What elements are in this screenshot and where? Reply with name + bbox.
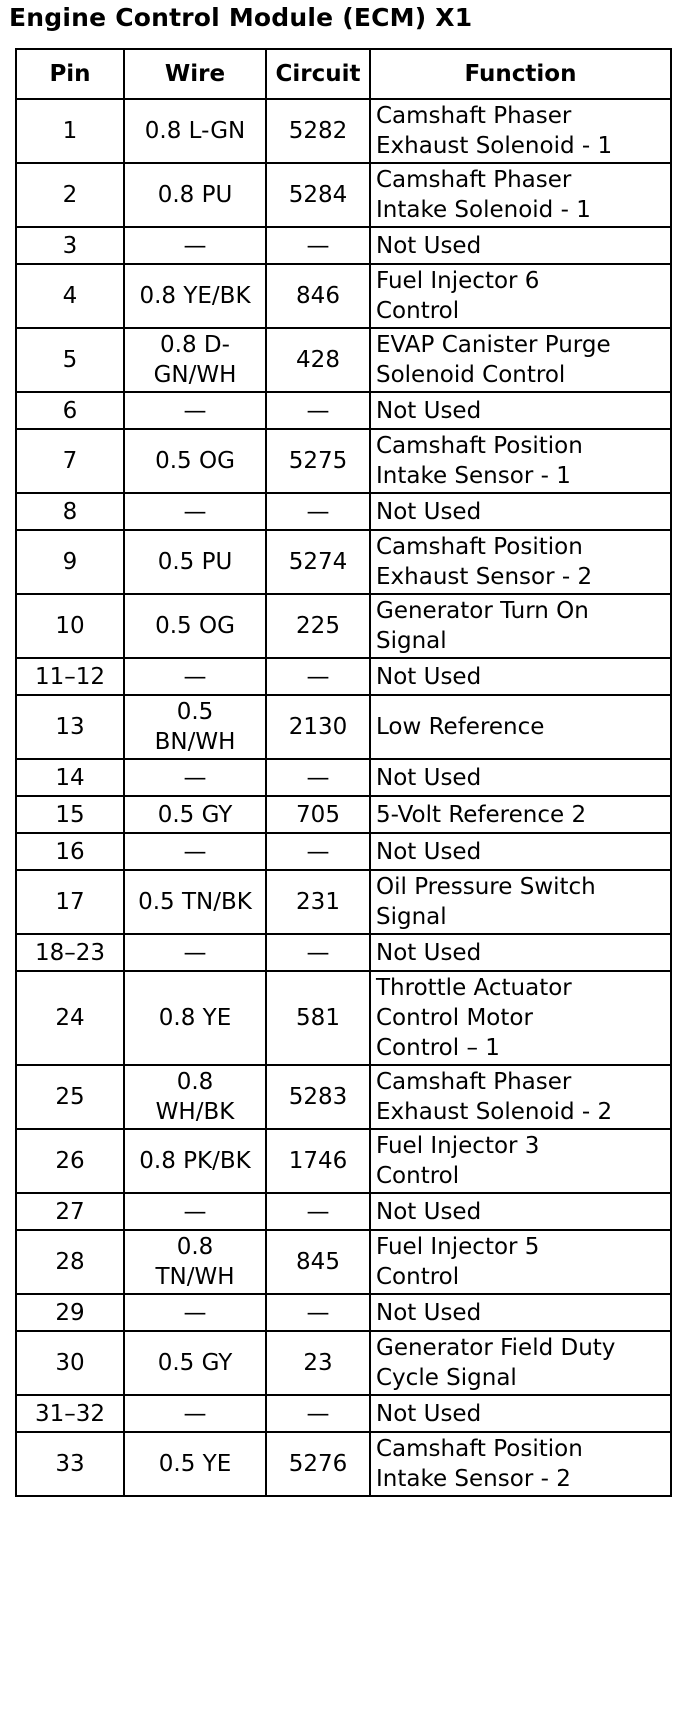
wire-text: 0.5 YE bbox=[158, 1451, 232, 1477]
wire-cell bbox=[124, 493, 266, 530]
pin-cell bbox=[16, 227, 124, 264]
pin-text: 2 bbox=[62, 182, 78, 208]
pin-text: 7 bbox=[62, 448, 78, 474]
function-cell bbox=[370, 796, 671, 833]
table-row bbox=[16, 1395, 671, 1432]
wire-text: — bbox=[183, 498, 207, 525]
circuit-cell bbox=[266, 1065, 370, 1129]
pin-text: 26 bbox=[55, 1148, 85, 1174]
pin-text: 18–23 bbox=[34, 939, 106, 966]
function-cell bbox=[370, 1294, 671, 1331]
function-cell bbox=[370, 429, 671, 493]
table-row bbox=[16, 99, 671, 163]
function-cell bbox=[370, 163, 671, 227]
circuit-cell bbox=[266, 429, 370, 493]
table-row bbox=[16, 264, 671, 328]
function-text: Camshaft Phaser bbox=[376, 167, 572, 193]
pin-text: 17 bbox=[55, 889, 85, 915]
wire-text: 0.5 PU bbox=[157, 549, 233, 575]
circuit-cell bbox=[266, 1331, 370, 1395]
circuit-text: 5283 bbox=[288, 1084, 348, 1110]
wire-cell bbox=[124, 796, 266, 833]
wire-cell bbox=[124, 530, 266, 594]
wire-text: WH/BK bbox=[155, 1099, 235, 1125]
circuit-cell bbox=[266, 1129, 370, 1193]
wire-cell bbox=[124, 759, 266, 796]
wire-text: — bbox=[183, 663, 207, 690]
wire-text: — bbox=[183, 764, 207, 791]
wire-cell bbox=[124, 1395, 266, 1432]
function-cell bbox=[370, 971, 671, 1065]
function-cell bbox=[370, 1129, 671, 1193]
circuit-text: — bbox=[306, 764, 330, 791]
wire-text: TN/WH bbox=[155, 1264, 235, 1290]
table-row bbox=[16, 971, 671, 1065]
wire-cell bbox=[124, 658, 266, 695]
circuit-cell bbox=[266, 99, 370, 163]
function-text: Not Used bbox=[376, 663, 482, 690]
function-text: Not Used bbox=[376, 397, 482, 424]
wire-cell bbox=[124, 1193, 266, 1230]
pin-cell bbox=[16, 658, 124, 695]
pin-cell bbox=[16, 796, 124, 833]
function-text: Cycle Signal bbox=[376, 1365, 517, 1391]
page-title: Engine Control Module (ECM) X1 bbox=[9, 3, 473, 32]
function-text: EVAP Canister Purge bbox=[376, 332, 611, 358]
circuit-text: 5274 bbox=[288, 549, 348, 575]
function-cell bbox=[370, 658, 671, 695]
circuit-cell bbox=[266, 934, 370, 971]
wire-text: 0.5 TN/BK bbox=[138, 889, 252, 915]
function-text: Not Used bbox=[376, 838, 482, 865]
pin-text: 1 bbox=[62, 118, 78, 144]
circuit-text: 428 bbox=[296, 347, 340, 373]
function-cell bbox=[370, 833, 671, 870]
circuit-text: — bbox=[306, 663, 330, 690]
circuit-cell bbox=[266, 796, 370, 833]
pin-text: 13 bbox=[55, 714, 85, 740]
wire-text: 0.5 GY bbox=[157, 801, 233, 828]
pin-cell bbox=[16, 1395, 124, 1432]
circuit-cell bbox=[266, 392, 370, 429]
function-text: Oil Pressure Switch bbox=[376, 874, 596, 900]
wire-cell bbox=[124, 163, 266, 227]
pin-cell bbox=[16, 99, 124, 163]
function-cell bbox=[370, 594, 671, 658]
circuit-text: 845 bbox=[296, 1249, 340, 1275]
circuit-text: — bbox=[306, 1198, 330, 1225]
wire-cell bbox=[124, 1065, 266, 1129]
table-row bbox=[16, 695, 671, 759]
circuit-text: 5276 bbox=[288, 1451, 348, 1477]
wire-cell bbox=[124, 594, 266, 658]
wire-text: 0.8 bbox=[176, 1234, 214, 1260]
wire-text: 0.8 PK/BK bbox=[139, 1148, 251, 1174]
function-text: Intake Solenoid - 1 bbox=[376, 197, 591, 223]
function-text: Camshaft Position bbox=[376, 1436, 583, 1462]
pin-text: 10 bbox=[55, 613, 85, 639]
circuit-text: — bbox=[306, 939, 330, 966]
circuit-text: 5282 bbox=[288, 118, 348, 144]
pin-text: 11–12 bbox=[34, 663, 106, 690]
table-row bbox=[16, 1065, 671, 1129]
function-text: Fuel Injector 6 bbox=[376, 268, 540, 294]
pin-text: 28 bbox=[55, 1249, 85, 1275]
function-text: Not Used bbox=[376, 1299, 482, 1326]
table-row bbox=[16, 163, 671, 227]
circuit-cell bbox=[266, 833, 370, 870]
function-text: Throttle Actuator bbox=[376, 975, 572, 1001]
function-cell bbox=[370, 264, 671, 328]
wire-text: 0.5 bbox=[176, 699, 214, 725]
wire-text: 0.5 OG bbox=[155, 448, 235, 474]
wire-text: 0.8 YE/BK bbox=[139, 283, 251, 309]
circuit-cell bbox=[266, 658, 370, 695]
pin-cell bbox=[16, 971, 124, 1065]
wire-cell bbox=[124, 99, 266, 163]
table-row bbox=[16, 1294, 671, 1331]
function-cell bbox=[370, 328, 671, 392]
table-row bbox=[16, 328, 671, 392]
function-text: Control Motor bbox=[376, 1005, 533, 1031]
function-cell bbox=[370, 934, 671, 971]
wire-text: 0.8 YE bbox=[158, 1005, 232, 1031]
pin-text: 15 bbox=[55, 801, 85, 828]
function-cell bbox=[370, 1230, 671, 1294]
pin-text: 5 bbox=[62, 347, 78, 373]
pin-cell bbox=[16, 695, 124, 759]
circuit-cell bbox=[266, 493, 370, 530]
function-cell bbox=[370, 1432, 671, 1496]
wire-text: — bbox=[183, 1299, 207, 1326]
table-row bbox=[16, 227, 671, 264]
wire-cell bbox=[124, 1129, 266, 1193]
wire-cell bbox=[124, 1294, 266, 1331]
pin-text: 9 bbox=[62, 549, 78, 575]
function-cell bbox=[370, 392, 671, 429]
circuit-text: — bbox=[306, 232, 330, 259]
pin-cell bbox=[16, 1432, 124, 1496]
function-text: Control bbox=[376, 298, 460, 324]
pin-text: 29 bbox=[55, 1299, 85, 1326]
pin-cell bbox=[16, 1294, 124, 1331]
column-header-function: Function bbox=[370, 49, 671, 99]
pin-cell bbox=[16, 163, 124, 227]
function-cell bbox=[370, 1331, 671, 1395]
wire-cell bbox=[124, 227, 266, 264]
column-header-pin: Pin bbox=[16, 49, 124, 99]
table-row bbox=[16, 493, 671, 530]
wire-text: — bbox=[183, 939, 207, 966]
pin-cell bbox=[16, 530, 124, 594]
function-text: Fuel Injector 3 bbox=[376, 1133, 540, 1159]
circuit-cell bbox=[266, 870, 370, 934]
wire-cell bbox=[124, 1331, 266, 1395]
table-row bbox=[16, 870, 671, 934]
pin-text: 14 bbox=[55, 764, 85, 791]
function-text: Not Used bbox=[376, 1400, 482, 1427]
function-cell bbox=[370, 1065, 671, 1129]
wire-cell bbox=[124, 1432, 266, 1496]
pin-cell bbox=[16, 833, 124, 870]
circuit-text: — bbox=[306, 838, 330, 865]
pin-text: 25 bbox=[55, 1084, 85, 1110]
function-cell bbox=[370, 227, 671, 264]
circuit-cell bbox=[266, 695, 370, 759]
wire-cell bbox=[124, 264, 266, 328]
wire-cell bbox=[124, 695, 266, 759]
pin-cell bbox=[16, 1065, 124, 1129]
circuit-cell bbox=[266, 163, 370, 227]
table-row bbox=[16, 1432, 671, 1496]
function-text: Solenoid Control bbox=[376, 362, 566, 388]
circuit-text: — bbox=[306, 1299, 330, 1326]
circuit-cell bbox=[266, 328, 370, 392]
function-text: Exhaust Sensor - 2 bbox=[376, 564, 593, 590]
wire-text: — bbox=[183, 1198, 207, 1225]
pin-cell bbox=[16, 594, 124, 658]
wire-cell bbox=[124, 971, 266, 1065]
wire-text: — bbox=[183, 1400, 207, 1427]
pin-text: 8 bbox=[62, 498, 78, 525]
circuit-text: 2130 bbox=[288, 714, 348, 740]
pin-cell bbox=[16, 1230, 124, 1294]
table-row bbox=[16, 594, 671, 658]
circuit-cell bbox=[266, 1294, 370, 1331]
wire-cell bbox=[124, 392, 266, 429]
wire-text: 0.8 L-GN bbox=[144, 118, 246, 144]
pin-text: 16 bbox=[55, 838, 85, 865]
function-text: Signal bbox=[376, 904, 447, 930]
pin-cell bbox=[16, 429, 124, 493]
function-text: Signal bbox=[376, 628, 447, 654]
pin-cell bbox=[16, 870, 124, 934]
circuit-cell bbox=[266, 1432, 370, 1496]
function-text: Control bbox=[376, 1264, 460, 1290]
function-text: Camshaft Phaser bbox=[376, 1069, 572, 1095]
table-row bbox=[16, 1129, 671, 1193]
circuit-text: 705 bbox=[296, 801, 340, 828]
function-text: Exhaust Solenoid - 1 bbox=[376, 133, 613, 159]
circuit-text: — bbox=[306, 1400, 330, 1427]
function-cell bbox=[370, 1395, 671, 1432]
wire-cell bbox=[124, 1230, 266, 1294]
function-text: Not Used bbox=[376, 498, 482, 525]
function-cell bbox=[370, 870, 671, 934]
circuit-text: 23 bbox=[303, 1350, 333, 1376]
circuit-cell bbox=[266, 1230, 370, 1294]
function-cell bbox=[370, 759, 671, 796]
pin-cell bbox=[16, 759, 124, 796]
pin-text: 4 bbox=[62, 283, 78, 309]
table-body bbox=[16, 99, 671, 1496]
function-text: Intake Sensor - 2 bbox=[376, 1466, 571, 1492]
function-text: Not Used bbox=[376, 764, 482, 791]
function-cell bbox=[370, 493, 671, 530]
table-row bbox=[16, 392, 671, 429]
wire-cell bbox=[124, 429, 266, 493]
wire-text: BN/WH bbox=[154, 729, 236, 755]
circuit-text: 225 bbox=[296, 613, 340, 639]
function-text: Not Used bbox=[376, 1198, 482, 1225]
pin-text: 30 bbox=[55, 1350, 85, 1376]
pin-text: 3 bbox=[62, 232, 78, 259]
function-text: Camshaft Phaser bbox=[376, 103, 572, 129]
function-text: 5-Volt Reference 2 bbox=[376, 801, 587, 828]
table-row bbox=[16, 530, 671, 594]
wire-cell bbox=[124, 870, 266, 934]
table-row bbox=[16, 833, 671, 870]
table-row bbox=[16, 1193, 671, 1230]
pin-text: 27 bbox=[55, 1198, 85, 1225]
circuit-cell bbox=[266, 971, 370, 1065]
pin-cell bbox=[16, 392, 124, 429]
wire-text: 0.8 PU bbox=[157, 182, 233, 208]
function-text: Control bbox=[376, 1163, 460, 1189]
connector-pinout-table bbox=[15, 48, 672, 1497]
wire-cell bbox=[124, 328, 266, 392]
circuit-cell bbox=[266, 227, 370, 264]
table-row bbox=[16, 658, 671, 695]
pin-text: 31–32 bbox=[34, 1400, 106, 1427]
pin-cell bbox=[16, 1193, 124, 1230]
function-text: Exhaust Solenoid - 2 bbox=[376, 1099, 613, 1125]
function-cell bbox=[370, 99, 671, 163]
wire-cell bbox=[124, 833, 266, 870]
function-cell bbox=[370, 1193, 671, 1230]
column-header-wire: Wire bbox=[124, 49, 266, 99]
circuit-text: — bbox=[306, 397, 330, 424]
function-text: Fuel Injector 5 bbox=[376, 1234, 540, 1260]
wire-text: — bbox=[183, 232, 207, 259]
wire-cell bbox=[124, 934, 266, 971]
function-text: Intake Sensor - 1 bbox=[376, 463, 571, 489]
function-text: Camshaft Position bbox=[376, 433, 583, 459]
wire-text: GN/WH bbox=[153, 362, 237, 388]
pin-text: 6 bbox=[62, 397, 78, 424]
pin-cell bbox=[16, 934, 124, 971]
wire-text: 0.5 GY bbox=[157, 1350, 233, 1376]
function-text: Not Used bbox=[376, 232, 482, 259]
pin-cell bbox=[16, 1331, 124, 1395]
circuit-text: 1746 bbox=[288, 1148, 348, 1174]
pin-cell bbox=[16, 493, 124, 530]
wire-text: 0.8 bbox=[176, 1069, 214, 1095]
function-cell bbox=[370, 530, 671, 594]
circuit-cell bbox=[266, 759, 370, 796]
table-row bbox=[16, 429, 671, 493]
table-row bbox=[16, 796, 671, 833]
circuit-text: 846 bbox=[296, 283, 340, 309]
wire-text: 0.5 OG bbox=[155, 613, 235, 639]
function-text: Generator Field Duty bbox=[376, 1335, 616, 1361]
wire-text: 0.8 D- bbox=[160, 332, 230, 358]
circuit-cell bbox=[266, 1395, 370, 1432]
circuit-text: — bbox=[306, 498, 330, 525]
pin-cell bbox=[16, 264, 124, 328]
circuit-cell bbox=[266, 1193, 370, 1230]
circuit-text: 581 bbox=[296, 1005, 340, 1031]
function-cell bbox=[370, 695, 671, 759]
function-text: Generator Turn On bbox=[376, 598, 589, 624]
table-header-row bbox=[16, 49, 671, 99]
wire-text: — bbox=[183, 838, 207, 865]
wire-text: — bbox=[183, 397, 207, 424]
table-row bbox=[16, 934, 671, 971]
pin-text: 24 bbox=[55, 1005, 85, 1031]
pin-cell bbox=[16, 1129, 124, 1193]
table-row bbox=[16, 759, 671, 796]
table-row bbox=[16, 1230, 671, 1294]
pin-cell bbox=[16, 328, 124, 392]
circuit-text: 5284 bbox=[288, 182, 348, 208]
circuit-cell bbox=[266, 264, 370, 328]
circuit-cell bbox=[266, 530, 370, 594]
pin-text: 33 bbox=[55, 1451, 85, 1477]
circuit-text: 5275 bbox=[288, 448, 348, 474]
function-text: Control – 1 bbox=[376, 1035, 500, 1061]
circuit-text: 231 bbox=[296, 889, 340, 915]
table-row bbox=[16, 1331, 671, 1395]
column-header-circuit: Circuit bbox=[266, 49, 370, 99]
circuit-cell bbox=[266, 594, 370, 658]
function-text: Low Reference bbox=[376, 714, 545, 740]
function-text: Not Used bbox=[376, 939, 482, 966]
function-text: Camshaft Position bbox=[376, 534, 583, 560]
